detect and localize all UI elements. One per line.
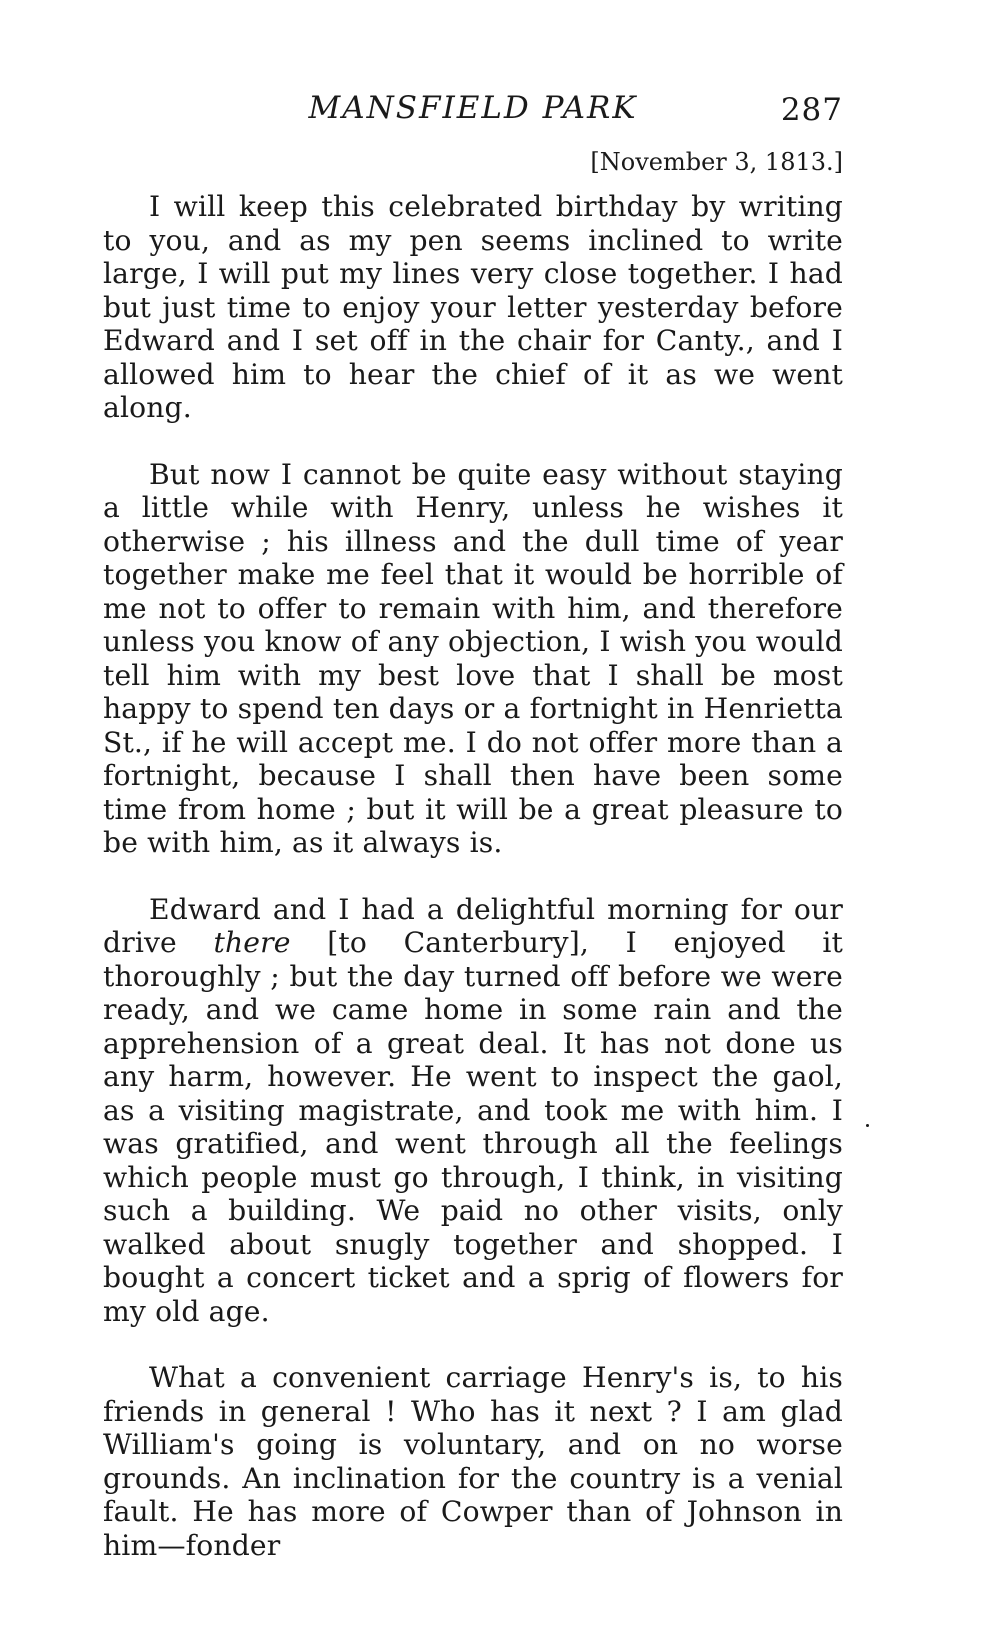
book-page (103, 82, 843, 1595)
paragraph-3-text-start: Edward and I had a delightful morning for our drive (103, 892, 843, 959)
paragraph-4: What a convenient carriage Henry's is, to his friends in general ! Who has it next ? I am glad William's going is voluntary, and on no worse grounds. An inclination for the country is a venial fault. He has more of Cowper than of Johnson in him—fonder (103, 1361, 843, 1562)
margin-dot (866, 1124, 869, 1127)
paragraph-2: But now I cannot be quite easy without staying a little while with Henry, unless he wishes it otherwise ; his illness and the dull time of year together make me feel that it would be horrible of me not to offer to remain with him, and therefore unless you know of any objection, I wish you would tell him with my best love that I shall be most happy to spend ten days or a fortnight in Henrietta St., if he will accept me. I do not offer more than a fortnight, because I shall then have been some time from home ; but it will be a great pleasure to be with him, as it always is. (103, 457, 843, 859)
paragraph-1: I will keep this celebrated birthday by writing to you, and as my pen seems inclined to write large, I will put my lines very close together. I had but just time to enjoy your letter yesterday before Edward and I set off in the chair for Canty., and I allowed him to hear the chief of it as we went along. (103, 190, 843, 424)
paragraph-3-text-end: [to Canterbury], I enjoyed it thoroughly ; but the day turned off before we were ready, and we came home in some rain and the apprehension of a great deal. It has not done us any harm, however. He went to inspect the gaol, as a visiting magistrate, and took me with him. I was gratified, and went through all the feelings which people must go through, I think, in visiting such a building. We paid no other visits, only walked about snugly together and shopped. I bought a concert ticket and a sprig of flowers for my old age. (103, 926, 843, 1328)
running-title: MANSFIELD PARK (308, 90, 638, 126)
page-number: 287 (780, 92, 843, 128)
paragraph-3 (103, 893, 843, 1329)
running-head (103, 82, 843, 142)
letter-date: [November 3, 1813.] (590, 148, 843, 176)
italic-word-there: there (213, 926, 291, 959)
letter-body (103, 190, 843, 1562)
